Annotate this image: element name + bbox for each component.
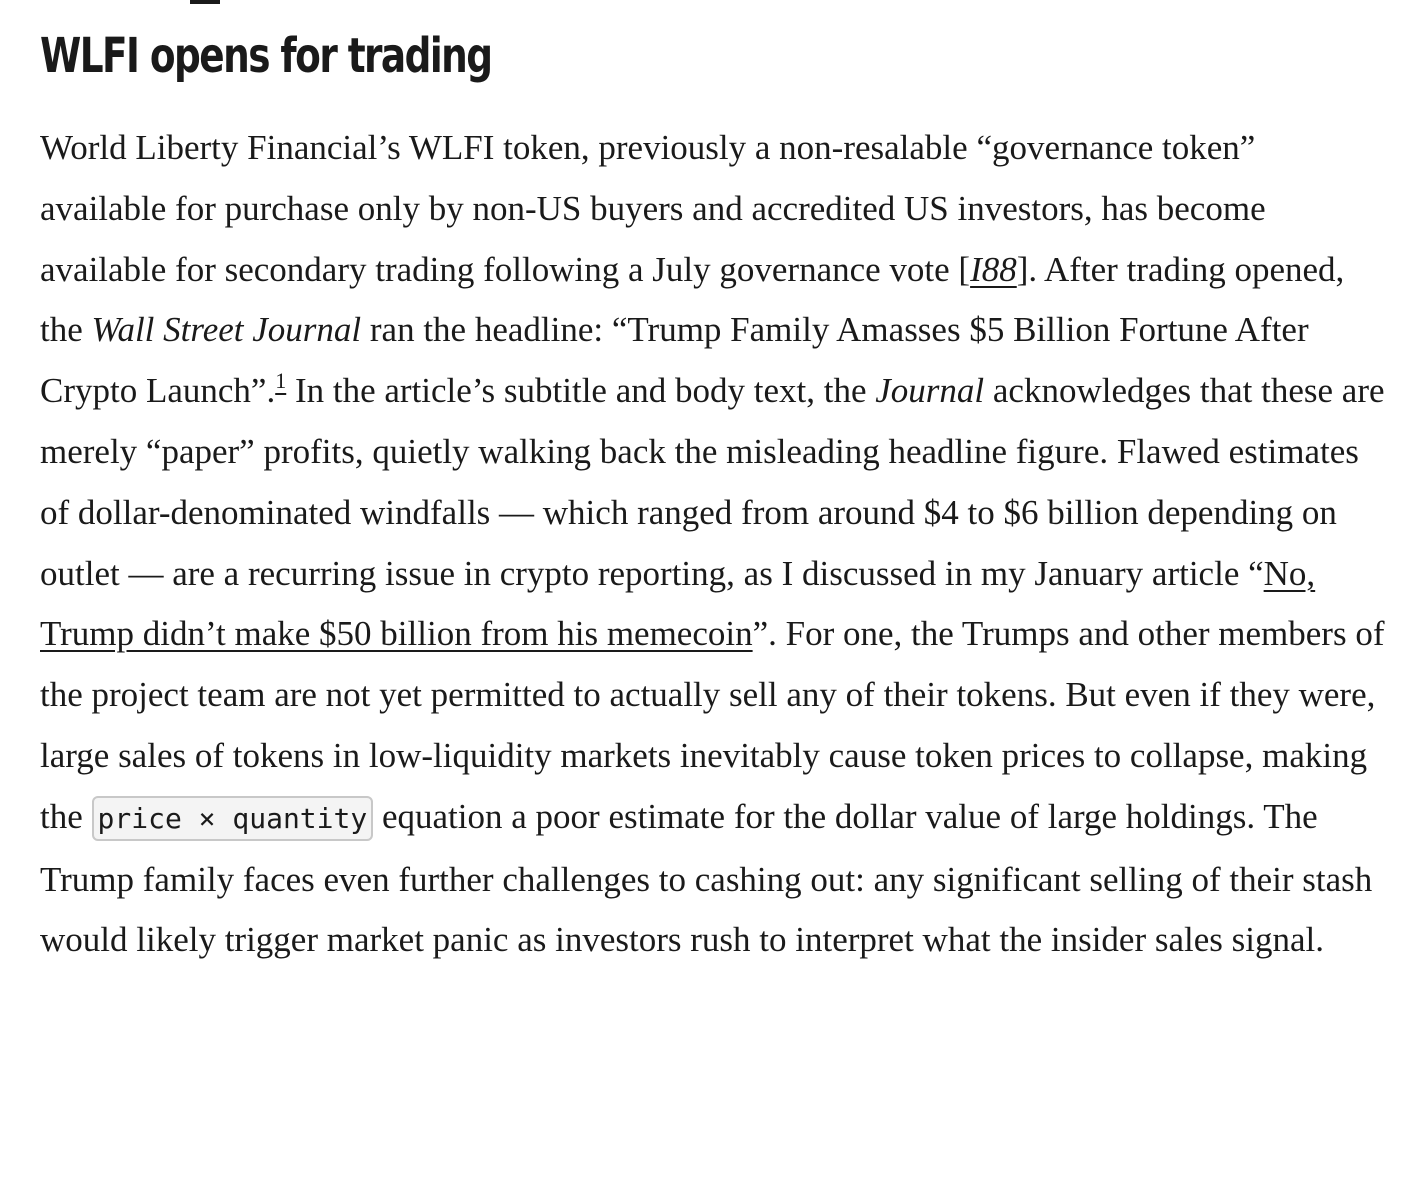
paragraph-text: In the article’s subtitle and body text, the [286, 371, 876, 411]
inline-code: price × quantity [92, 796, 374, 841]
paragraph-text: ”. For one, the Trumps and other members of the project team are not yet permitted to actually sell any of their tokens. But even if they were, large sales of tokens in low-liquidity markets inevitably cause token prices to collapse, making the [40, 614, 1385, 836]
paragraph-text: equation a poor estimate for the dollar value of large holdings. The Trump family faces even further challenges to cashing out: any significant selling of their stash would likely trigger market panic as investors rush to interpret what the insider sales signal. [40, 796, 1373, 960]
article-paragraph [40, 92, 1386, 971]
publication-name: Journal [875, 371, 985, 411]
paragraph-text: acknowledges that these are merely “paper” profits, quietly walking back the misleading headline figure. Flawed estimates of dollar-denominated windfalls — which ranged from around $4 to $6 billion depending on outlet — are a recurring issue in crypto reporting, as I discussed in my January article “ [40, 371, 1385, 593]
paragraph-text: ]. After trading opened, the [40, 249, 1345, 350]
article-link[interactable]: No, Trump didn’t make $50 billion from his memecoin [40, 553, 1316, 654]
article [40, 0, 1386, 971]
section-heading: WLFI opens for trading [40, 28, 492, 84]
footnote-link[interactable]: 1 [275, 368, 287, 394]
paragraph-text: World Liberty Financial’s WLFI token, previously a non-resalable “governance token” available for purchase only by non-US buyers and accredited US investors, has become available for secondary trading following a July governance vote [ [40, 128, 1266, 289]
paragraph-text: ran the headline: “Trump Family Amasses $5 Billion Fortune After Crypto Launch”. [40, 310, 1309, 411]
publication-name: Wall Street Journal [91, 310, 362, 350]
reference-link[interactable]: I88 [970, 249, 1017, 289]
